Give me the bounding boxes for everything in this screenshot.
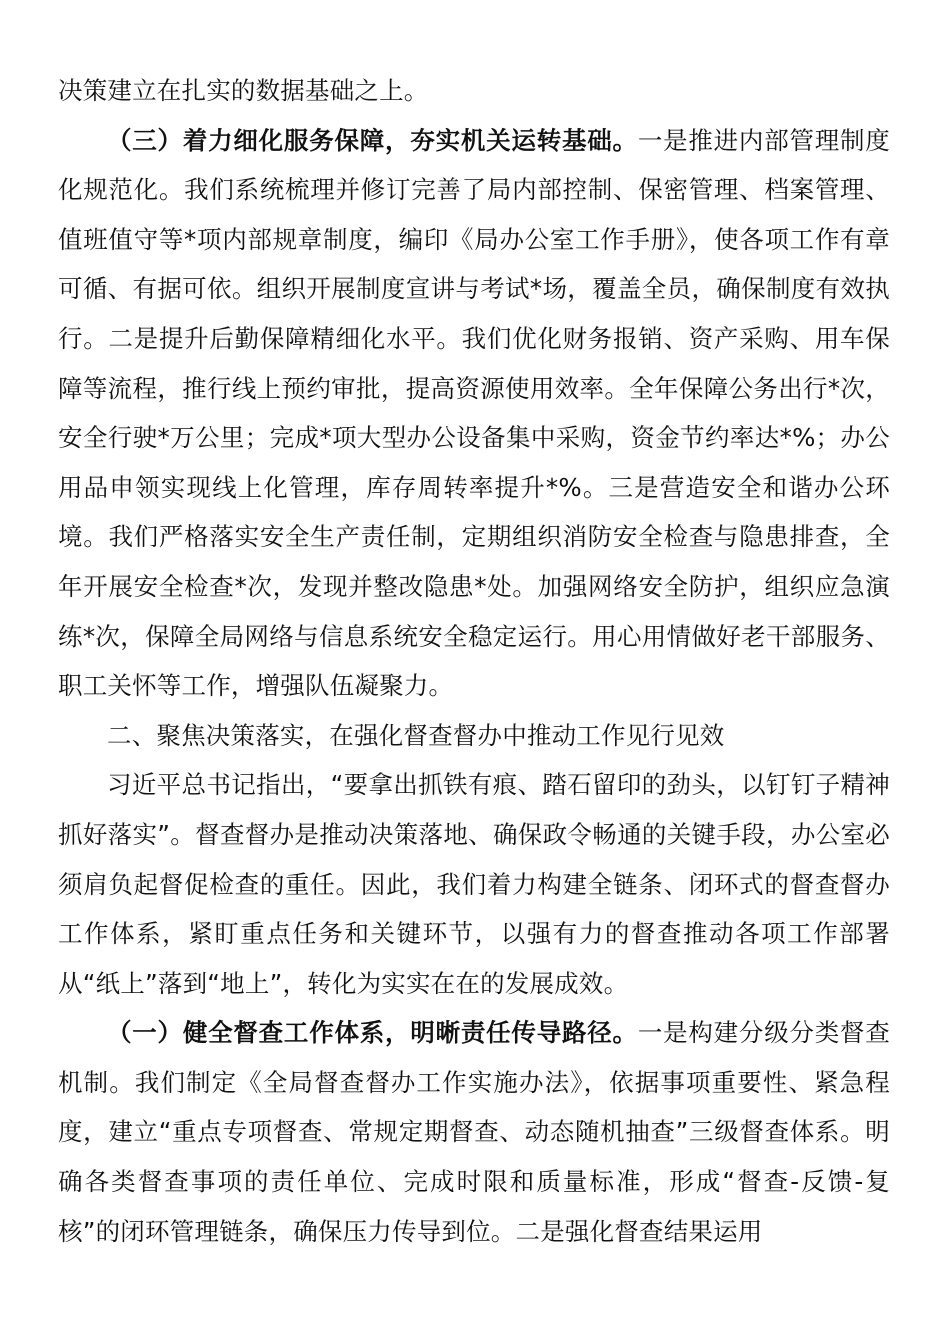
paragraph-body: 一是构建分级分类督查机制。我们制定《全局督查督办工作实施办法》，依据事项重要性、紧急程度，建立“重点专项督查、常规定期督查、动态随机抽查”三级督查体系。明确各类督查事项的责任单位、完成时限和质量标准，形成“督查-反馈-复核”的闭环管理链条，确保压力传导到位。二是强化督查结果运用: [58, 1018, 891, 1246]
section-heading-3: （三）着力细化服务保障，夯实机关运转基础。: [107, 125, 638, 155]
paragraph-body: 一是推进内部管理制度化规范化。我们系统梳理并修订完善了局内部控制、保密管理、档案管理、值班值守等*项内部规章制度，编印《局办公室工作手册》，使各项工作有章可循、有据可依。组织开展制度宣讲与考试*场，覆盖全员，确保制度有效执行。二是提升后勤保障精细化水平。我们优化财务报销、资产采购、用车保障等流程，推行线上预约审批，提高资源使用效率。全年保障公务出行*次，安全行驶*万公里；完成*项大型办公设备集中采购，资金节约率达*%；办公用品申领实现线上化管理，库存周转率提升*%。三是营造安全和谐办公环境。我们严格落实安全生产责任制，定期组织消防安全检查与隐患排查，全年开展安全检查*次，发现并整改隐患*处。加强网络安全防护，组织应急演练*次，保障全局网络与信息系统安全稳定运行。用心用情做好老干部服务、职工关怀等工作，增强队伍凝聚力。: [58, 125, 891, 701]
paragraph-quote: 习近平总书记指出，“要拿出抓铁有痕、踏石留印的劲头，以钉钉子精神抓好落实”。督查督办是推动决策落地、确保政令畅通的关键手段，办公室必须肩负起督促检查的重任。因此，我们着力构建全链条、闭环式的督查督办工作体系，紧盯重点任务和关键环节，以强有力的督查推动各项工作部署从“纸上”落到“地上”，转化为实实在在的发展成效。: [58, 770, 890, 998]
chapter-heading-2: 二、聚焦决策落实，在强化督查督办中推动工作见行见效: [107, 720, 725, 750]
section-heading-1: （一）健全督查工作体系，明晰责任传导路径。: [107, 1018, 638, 1048]
paragraph-service-guarantee: [58, 116, 890, 711]
paragraph-supervision-system: [58, 1008, 890, 1256]
document-page: [58, 66, 890, 1256]
paragraph-continuation: 决策建立在扎实的数据基础之上。: [58, 76, 429, 105]
